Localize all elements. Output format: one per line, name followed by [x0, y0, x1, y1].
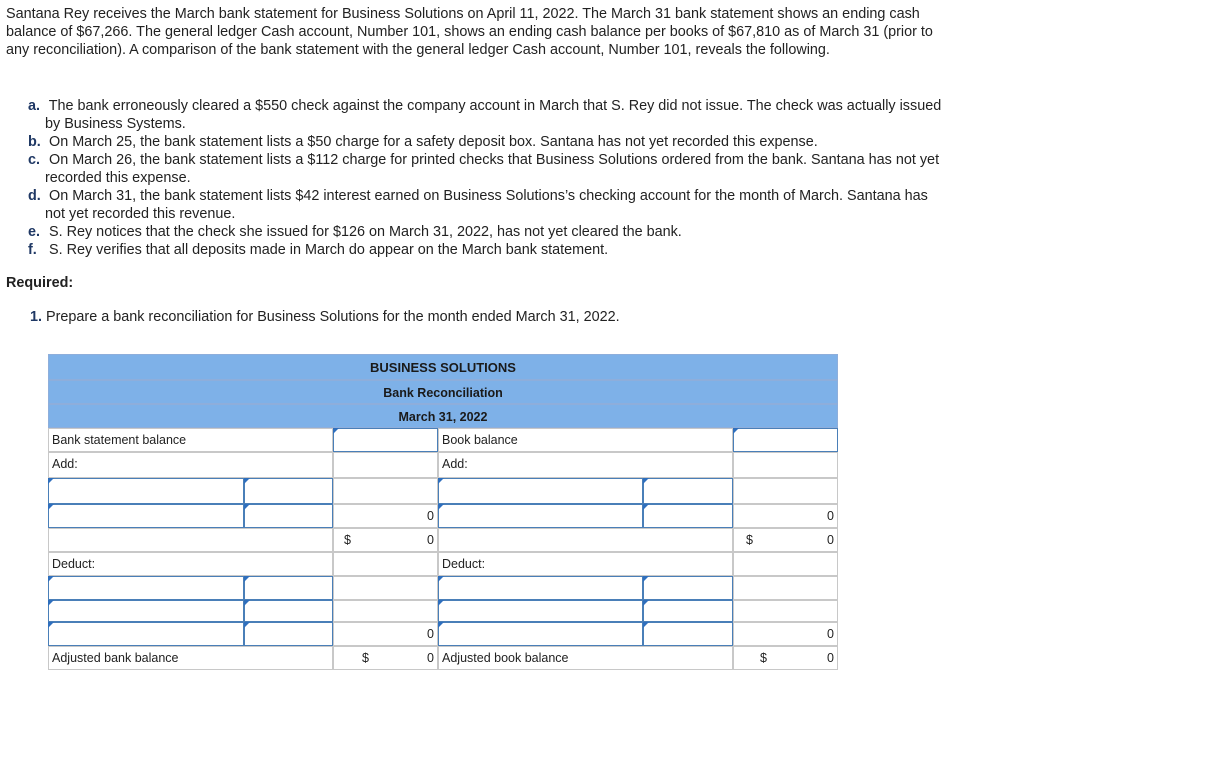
bank-balance-label: Bank statement balance	[48, 428, 333, 452]
fact-item: e. S. Rey notices that the check she issued for $126 on March 31, 2022, has not yet cleared the bank.	[28, 224, 682, 240]
book-balance-label: Book balance	[438, 428, 733, 452]
book-deduct-amount-input[interactable]	[643, 576, 733, 600]
book-add-subtotal: 0	[733, 504, 838, 528]
adjusted-bank-balance-label: Adjusted bank balance	[48, 646, 333, 670]
statement-title: Bank Reconciliation	[48, 380, 838, 404]
bank-deduct-label: Deduct:	[48, 552, 333, 576]
statement-date: March 31, 2022	[48, 404, 838, 428]
fact-item: b. On March 25, the bank statement lists a $50 charge for a safety deposit box. Santana has not yet recorded this expense.	[28, 134, 818, 150]
fact-item: a. The bank erroneously cleared a $550 check against the company account in March that S. Rey did not issue. The check was actually issued by Business Systems.	[28, 98, 942, 132]
book-deduct-subtotal: 0	[733, 622, 838, 646]
book-add-total-value: 0	[827, 533, 834, 547]
bank-add-total	[333, 528, 438, 552]
book-add-label: Add:	[438, 452, 733, 478]
adjusted-bank-balance	[333, 646, 438, 670]
bank-add-amount-input[interactable]	[244, 504, 333, 528]
required-heading: Required:	[6, 275, 74, 291]
currency-symbol: $	[344, 533, 351, 547]
book-deduct-description-input[interactable]	[438, 600, 643, 622]
company-name: BUSINESS SOLUTIONS	[48, 354, 838, 380]
book-add-description-input[interactable]	[438, 478, 643, 504]
bank-reconciliation-table	[48, 354, 838, 670]
bank-add-label: Add:	[48, 452, 333, 478]
currency-symbol: $	[760, 651, 767, 665]
book-add-amount-input[interactable]	[643, 504, 733, 528]
task-1: 1. Prepare a bank reconciliation for Business Solutions for the month ended March 31, 2022.	[30, 309, 620, 325]
adjusted-book-balance-label: Adjusted book balance	[438, 646, 733, 670]
bank-deduct-subtotal: 0	[333, 622, 438, 646]
adjusted-bank-balance-value: 0	[427, 651, 434, 665]
adjusted-book-balance	[733, 646, 838, 670]
adjusted-book-balance-value: 0	[827, 651, 834, 665]
book-add-total	[733, 528, 838, 552]
book-add-amount-input[interactable]	[643, 478, 733, 504]
bank-deduct-amount-input[interactable]	[244, 600, 333, 622]
fact-item: c. On March 26, the bank statement lists a $112 charge for printed checks that Business Solutions ordered from the bank. Santana has not yet recorded this expense.	[28, 152, 940, 186]
book-add-description-input[interactable]	[438, 504, 643, 528]
bank-deduct-description-input[interactable]	[48, 622, 244, 646]
book-deduct-description-input[interactable]	[438, 622, 643, 646]
fact-item: f. S. Rey verifies that all deposits made in March do appear on the March bank statement.	[28, 242, 609, 258]
problem-intro: Santana Rey receives the March bank statement for Business Solutions on April 11, 2022. The March 31 bank statement shows an ending cash balance of $67,266. The general ledger Cash account, Number 101, shows an ending cash balance per books of $67,810 as of March 31 (prior to any reconciliation). A comparison of the bank statement with the general ledger Cash account, Number 101, reveals the following.	[6, 6, 933, 58]
bank-add-total-value: 0	[427, 533, 434, 547]
bank-deduct-amount-input[interactable]	[244, 622, 333, 646]
currency-symbol: $	[746, 533, 753, 547]
book-deduct-label: Deduct:	[438, 552, 733, 576]
facts-list	[28, 97, 948, 259]
bank-add-description-input[interactable]	[48, 504, 244, 528]
book-deduct-description-input[interactable]	[438, 576, 643, 600]
bank-add-description-input[interactable]	[48, 478, 244, 504]
book-deduct-amount-input[interactable]	[643, 622, 733, 646]
bank-deduct-amount-input[interactable]	[244, 576, 333, 600]
book-deduct-amount-input[interactable]	[643, 600, 733, 622]
bank-balance-input[interactable]	[333, 428, 438, 452]
book-balance-input[interactable]	[733, 428, 838, 452]
bank-add-subtotal: 0	[333, 504, 438, 528]
currency-symbol: $	[362, 651, 369, 665]
bank-deduct-description-input[interactable]	[48, 600, 244, 622]
bank-deduct-description-input[interactable]	[48, 576, 244, 600]
bank-add-amount-input[interactable]	[244, 478, 333, 504]
fact-item: d. On March 31, the bank statement lists $42 interest earned on Business Solutions’s checking account for the month of March. Santana has not yet recorded this revenue.	[28, 188, 928, 222]
